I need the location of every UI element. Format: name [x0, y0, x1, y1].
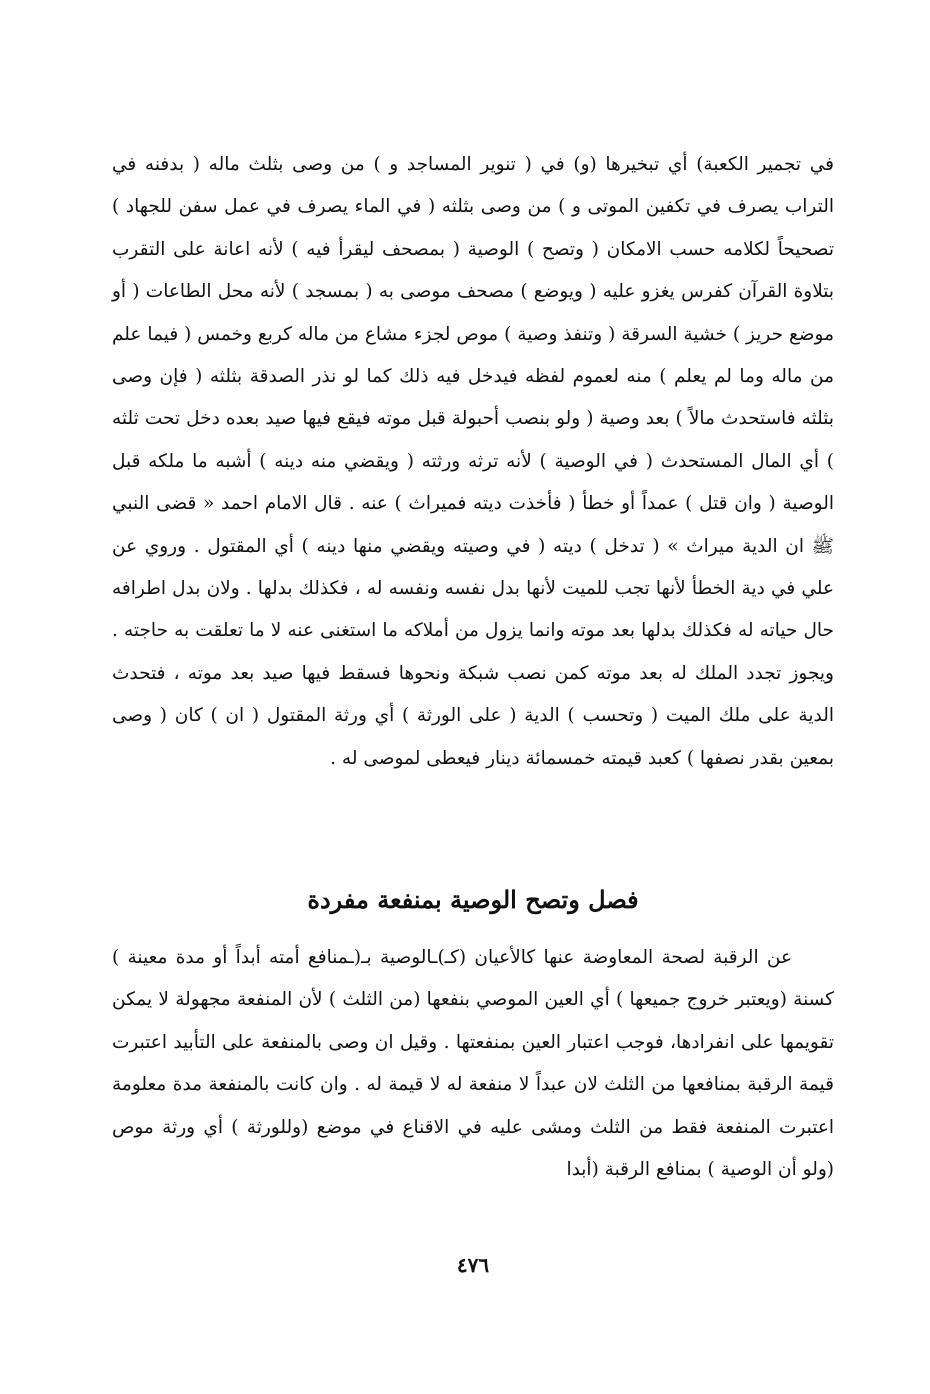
- paragraph-body-1: في تجمير الكعبة) أي تبخيرها (و) في ( تنوير المساجد و ) من وصى بثلث ماله ( بدفنه في التراب يصرف في تكفين الموتى و ) من وصى بثلثه ( في الماء يصرف في عمل سفن للجهاد ) تصحيحاً لكلامه حسب الامكان ( وتصح ) الوصية ( بمصحف ليقرأ فيه ) لأنه اعانة على التقرب بتلاوة القرآن كفرس يغزو عليه ( ويوضع ) مصحف موصى به ( بمسجد ) لأنه محل الطاعات ( أو موضع حريز ) خشية السرقة ( وتنفذ وصية ) موص لجزء مشاع من ماله كربع وخمس ( فيما علم من ماله وما لم يعلم ) منه لعموم لفظه فيدخل فيه ذلك كما لو نذر الصدقة بثلثه ( فإن وصى بثلثه فاستحدث مالاً ) بعد وصية ( ولو بنصب أحبولة قبل موته فيقع فيها صيد بعده دخل تحت ثلثه ) أي المال المستحدث ( في الوصية ) لأنه ترثه ورثته ( ويقضي منه دينه ) أشبه ما ملكه قبل الوصية ( وان قتل ) عمداً أو خطأ ( فأخذت ديته فميراث ) عنه . قال الامام احمد « قضى النبي ﷺ ان الدية ميراث » ( تدخل ) ديته ( في وصيته ويقضي منها دينه ) أي المقتول . وروي عن علي في دية الخطأ لأنها تجب للميت لأنها بدل نفسه ونفسه له ، فكذلك بدلها . ولان بدل اطرافه حال حياته له فكذلك بدلها بعد موته وانما يزول من أملاكه ما استغنى عنه لا ما تعلقت به حاجته . ويجوز تجدد الملك له بعد موته كمن نصب شبكة ونحوها فسقط فيها صيد بعد موته ، فتحدث الدية على ملك الميت ( وتحسب ) الدية ( على الورثة ) أي ورثة المقتول ( ان ) كان ( وصى بمعين بقدر نصفها ) كعبد قيمته خمسمائة دينار فيعطى لموصى له .: [112, 154, 834, 769]
- page-number: ٤٧٦: [456, 1253, 490, 1277]
- paragraph-body-2: عن الرقبة لصحة المعاوضة عنها كالأعيان (كـ)ـالوصية بـ(ـمنافع أمته أبداً أو مدة معينة ) كسنة (ويعتبر خروج جميعها ) أي العين الموصي بنفعها (من الثلث ) لأن المنفعة مجهولة لا يمكن تقويمها على انفرادها، فوجب اعتبار العين بمنفعتها . وقيل ان وصى بالمنفعة على التأبيد اعتبرت قيمة الرقبة بمنافعها من الثلث لان عبداً لا منفعة له لا قيمة له . وان كانت بالمنفعة مدة معلومة اعتبرت المنفعة فقط من الثلث ومشى عليه في الاقناع في موضع (وللورثة ) أي ورثة موص (ولو أن الوصية ) بمنافع الرقبة (أبدا: [112, 947, 834, 1181]
- section-heading: فصل وتصح الوصية بمنفعة مفردة: [307, 885, 639, 914]
- main-text-block: [112, 144, 834, 780]
- section-text-block: [112, 937, 834, 1191]
